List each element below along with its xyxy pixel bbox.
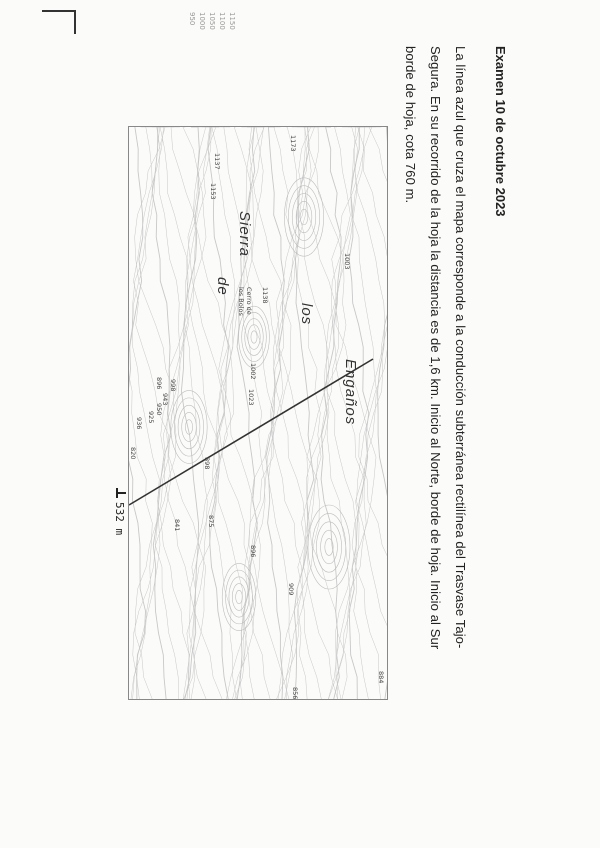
paragraph-line-3: borde de hoja, cota 760 m.	[403, 46, 418, 204]
margin-label: 950	[188, 12, 196, 26]
spot-height: 925	[147, 411, 155, 424]
hill-contour	[174, 398, 203, 456]
hill-contour	[251, 331, 257, 343]
contour-line	[357, 127, 388, 699]
spot-height: 856	[291, 687, 299, 700]
spot-height: 898	[203, 457, 211, 470]
place-name-line-1: Cerro de	[245, 287, 253, 315]
corner-mark	[74, 10, 76, 34]
margin-label: 1100	[218, 12, 226, 30]
hill-contour	[288, 186, 319, 249]
contour-line	[181, 127, 199, 699]
hill-contour	[171, 391, 207, 464]
spot-height: 1003	[343, 253, 351, 270]
spot-height: 875	[207, 515, 215, 528]
spot-height: 841	[173, 519, 181, 532]
hill-contour	[316, 522, 341, 572]
spot-height: 1002	[249, 363, 257, 380]
hill-contour	[229, 577, 249, 617]
sierra-label-word-2: de	[214, 277, 231, 296]
spot-height: 1138	[261, 287, 269, 304]
hill-contour	[300, 209, 308, 225]
spot-height: 1137	[213, 153, 221, 170]
annotation-arrow	[116, 492, 126, 494]
hill-contour	[245, 319, 263, 356]
contour-line	[296, 127, 322, 699]
spot-height: 896	[249, 545, 257, 558]
paragraph-line-2: Segura. En su recorrido de la hoja la distancia es de 1,6 km. Inicio al Norte, borde de hoja. Inicio al Sur	[428, 46, 443, 650]
contour-line	[378, 127, 387, 699]
hill-contour	[242, 312, 267, 361]
handwritten-annotation: 532 m	[113, 502, 126, 536]
spot-height: 943	[161, 393, 169, 406]
contour-line	[301, 127, 338, 699]
hill-contour	[236, 590, 243, 603]
margin-label: 1150	[228, 12, 236, 30]
margin-label: 1000	[198, 12, 206, 30]
spot-height: 1023	[247, 389, 255, 406]
spot-height: 820	[129, 447, 137, 460]
spot-height: 950	[155, 403, 163, 416]
hill-contour	[222, 563, 256, 630]
spot-height: 936	[135, 417, 143, 430]
tunnel-line	[129, 359, 373, 505]
spot-height: 998	[169, 379, 177, 392]
spot-height: 884	[377, 671, 385, 684]
topographic-map	[128, 126, 388, 700]
spot-height: 896	[155, 377, 163, 390]
page-title: Examen 10 de octubre 2023	[493, 46, 508, 217]
sierra-label-word-1: Sierra	[236, 211, 253, 258]
paragraph-line-1: La línea azul que cruza el mapa corresponde a la conducción subterránea rectilínea del Trasvase Tajo-	[453, 46, 468, 649]
hill-contour	[312, 513, 346, 580]
hill-contour	[321, 530, 338, 564]
contour-line	[208, 127, 229, 699]
contour-line	[321, 127, 341, 699]
hill-contour	[284, 178, 323, 256]
hill-contour	[182, 412, 197, 441]
hill-contour	[226, 570, 253, 624]
sierra-label-word-4: Engaños	[342, 359, 359, 426]
contour-line	[192, 127, 234, 699]
spot-height: 909	[287, 583, 295, 596]
spot-height: 1173	[289, 135, 297, 152]
margin-label: 1050	[208, 12, 216, 30]
sierra-label-word-3: los	[298, 303, 315, 326]
hill-contour	[232, 584, 245, 611]
contour-line	[294, 127, 314, 699]
spot-height: 1153	[209, 183, 217, 200]
place-name-line-2: los Bolos	[237, 287, 245, 316]
